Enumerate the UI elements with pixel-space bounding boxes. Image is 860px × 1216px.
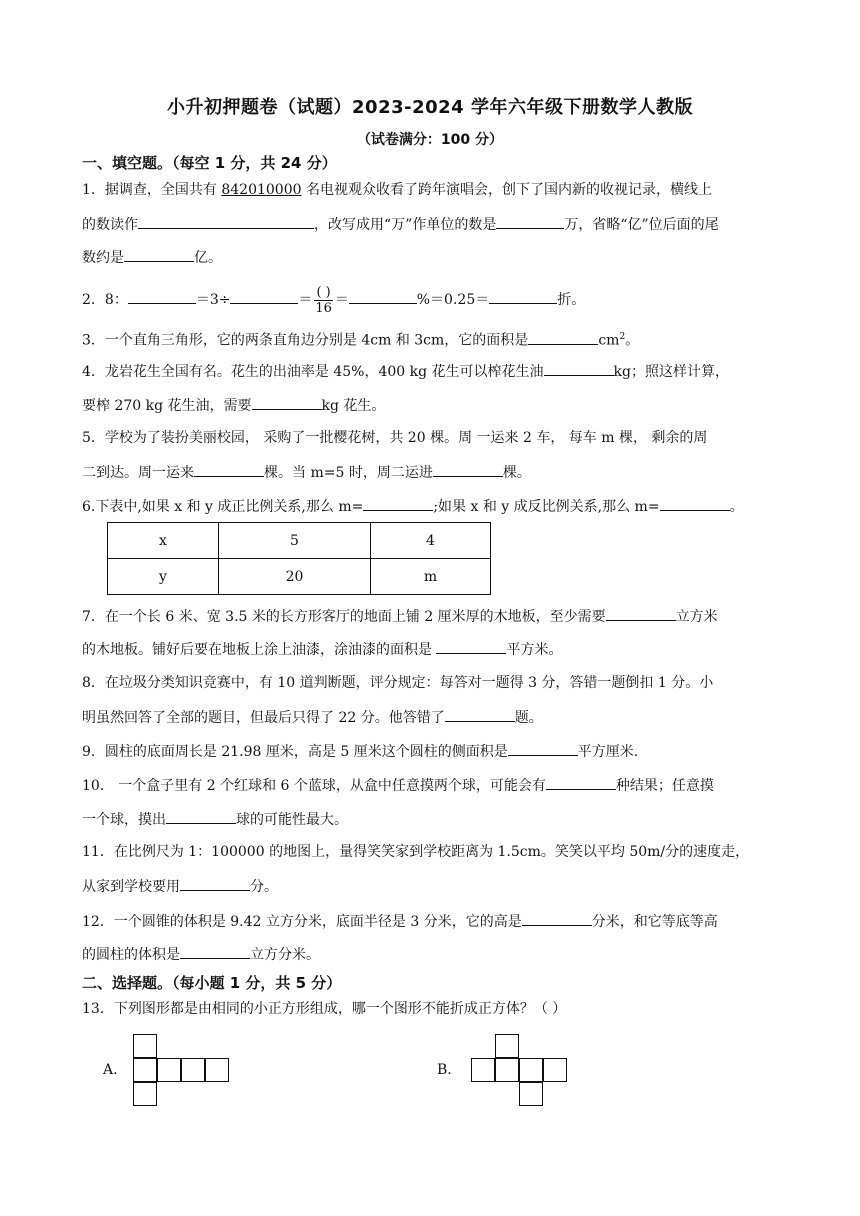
q2-text-f: 折。 bbox=[557, 292, 586, 308]
question-11-line-1 bbox=[82, 842, 782, 862]
answer-blank[interactable] bbox=[124, 246, 194, 262]
section-heading-fill-in: 一、填空题。（每空 1 分，共 24 分） bbox=[82, 154, 337, 172]
page-title: 小升初押题卷（试题）2023-2024 学年六年级下册数学人教版 bbox=[167, 97, 693, 118]
answer-blank[interactable] bbox=[180, 943, 250, 959]
net-square bbox=[181, 1058, 205, 1082]
q1-text-a: 1．据调查，全国共有 bbox=[82, 182, 222, 198]
q2-text-b: ＝3÷ bbox=[195, 292, 231, 308]
q4-text-b: kg；照这样计算， bbox=[613, 364, 729, 380]
page-subtitle: （试卷满分：100 分） bbox=[356, 132, 504, 148]
question-3 bbox=[82, 327, 782, 351]
q12-text-c: 的圆柱的体积是 bbox=[82, 947, 180, 963]
q10-text-d: 球的可能性最大。 bbox=[236, 812, 348, 828]
answer-blank[interactable] bbox=[128, 288, 196, 304]
answer-blank[interactable] bbox=[445, 706, 515, 722]
q5-text-d: 棵。 bbox=[502, 465, 531, 481]
fraction bbox=[314, 285, 332, 316]
q1-text-f: 数约是 bbox=[82, 250, 124, 266]
q5-text-c: 棵。当 m=5 时，周二运进 bbox=[264, 465, 433, 481]
q3-unit: cm bbox=[598, 332, 620, 349]
q1-text-c: 的数读作 bbox=[82, 217, 138, 233]
q7-text-c: 的木地板。铺好后要在地板上涂上油漆，涂油漆的面积是 bbox=[82, 642, 437, 658]
q4-text-a: 4．龙岩花生全国有名。花生的出油率是 45%，400 kg 花生可以榨花生油 bbox=[82, 364, 544, 380]
q4-text-d: kg 花生。 bbox=[321, 398, 386, 414]
net-square bbox=[133, 1058, 157, 1082]
question-1-line-2 bbox=[82, 213, 782, 235]
answer-blank[interactable] bbox=[489, 288, 557, 304]
answer-blank[interactable] bbox=[349, 288, 417, 304]
xy-table bbox=[107, 522, 491, 595]
answer-blank[interactable] bbox=[166, 808, 236, 824]
question-8-line-2 bbox=[82, 706, 782, 728]
answer-blank[interactable] bbox=[528, 329, 598, 345]
q1-text-d: ，改写成用“万”作单位的数是 bbox=[314, 217, 497, 233]
question-11-line-2 bbox=[82, 875, 782, 897]
answer-blank[interactable] bbox=[194, 461, 264, 477]
question-10-line-1 bbox=[82, 774, 782, 796]
q7-text-a: 7．在一个长 6 米、宽 3.5 米的长方形客厅的地面上铺 2 厘米厚的木地板，至少需要 bbox=[82, 609, 606, 625]
q8-text-b: 明虽然回答了全部的题目，但最后只得了 22 分。他答错了 bbox=[82, 710, 445, 726]
q11-text-c: 分。 bbox=[250, 879, 278, 895]
q8-text-c: 题。 bbox=[514, 710, 543, 726]
question-1-line-3 bbox=[82, 246, 782, 268]
answer-blank[interactable] bbox=[433, 461, 503, 477]
q10-text-a: 10． 一个盒子里有 2 个红球和 6 个蓝球，从盒中任意摸两个球，可能会有 bbox=[82, 778, 546, 794]
q1-number: 842010000 bbox=[221, 182, 302, 198]
q12-text-a: 12．一个圆锥的体积是 9.42 立方分米，底面半径是 3 分米，它的高是 bbox=[82, 914, 522, 930]
table-cell: 20 bbox=[219, 559, 371, 595]
fraction-numerator-blank[interactable]: ( ) bbox=[316, 284, 331, 300]
q12-text-b: 分米，和它等底等高 bbox=[591, 914, 718, 930]
question-4-line-1 bbox=[82, 360, 782, 382]
net-square bbox=[519, 1082, 543, 1106]
net-square bbox=[133, 1034, 157, 1058]
question-13: 13．下列图形都是由相同的小正方形组成，哪一个图形不能折成正方体？（ ） bbox=[82, 1001, 567, 1017]
question-5-line-2 bbox=[82, 461, 782, 483]
q11-text-a: 11．在比例尺为 1：100000 的地图上，量得笑笑家到学校距离为 1.5cm。笑笑以平均 50m/分的速度走， bbox=[82, 844, 750, 860]
table-cell: y bbox=[108, 559, 219, 595]
table-cell: 5 bbox=[219, 523, 371, 559]
q2-text-a: 2．8： bbox=[82, 292, 128, 308]
option-a-label[interactable]: A. bbox=[103, 1062, 118, 1078]
table-row bbox=[108, 523, 491, 559]
question-8-line-1 bbox=[82, 673, 782, 693]
q10-text-c: 一个球，摸出 bbox=[82, 812, 166, 828]
net-square bbox=[133, 1082, 157, 1106]
question-12-line-1 bbox=[82, 910, 782, 932]
q9-text-a: 9．圆柱的底面周长是 21.98 厘米，高是 5 厘米这个圆柱的侧面积是 bbox=[82, 744, 508, 760]
q3-unit-exponent: 2 bbox=[619, 332, 626, 342]
answer-blank[interactable] bbox=[544, 360, 614, 376]
net-square bbox=[471, 1058, 495, 1082]
q2-text-c: ＝ bbox=[298, 292, 313, 308]
q1-text-g: 亿。 bbox=[194, 250, 222, 266]
question-7-line-2 bbox=[82, 638, 782, 660]
question-2 bbox=[82, 283, 782, 317]
fraction-denominator: 16 bbox=[315, 300, 332, 316]
q6-text-a: 6.下表中,如果 x 和 y 成正比例关系,那么 m= bbox=[82, 499, 364, 515]
answer-blank[interactable] bbox=[546, 774, 616, 790]
question-6 bbox=[82, 495, 782, 517]
q10-text-b: 种结果；任意摸 bbox=[615, 778, 714, 794]
question-5-line-1 bbox=[82, 428, 782, 448]
net-square bbox=[205, 1058, 229, 1082]
q8-text-a: 8．在垃圾分类知识竞赛中，有 10 道判断题，评分规定：每答对一题得 3 分，答错一题倒扣 1 分。小 bbox=[82, 675, 714, 691]
table-row bbox=[108, 559, 491, 595]
q4-text-c: 要榨 270 kg 花生油，需要 bbox=[82, 398, 252, 414]
question-1-line-1 bbox=[82, 180, 782, 200]
q1-text-e: 万，省略“亿”位后面的尾 bbox=[564, 217, 719, 233]
q7-text-d: 平方米。 bbox=[506, 642, 563, 658]
net-square bbox=[495, 1058, 519, 1082]
q9-text-b: 平方厘米. bbox=[577, 744, 639, 760]
question-4-line-2 bbox=[82, 394, 782, 416]
answer-blank[interactable] bbox=[180, 875, 250, 891]
q2-text-e: %＝0.25＝ bbox=[416, 292, 490, 308]
answer-blank[interactable] bbox=[230, 288, 298, 304]
question-7-line-1 bbox=[82, 605, 782, 627]
q12-text-d: 立方分米。 bbox=[250, 947, 320, 963]
net-square bbox=[157, 1058, 181, 1082]
q3-text-c: 。 bbox=[625, 332, 640, 349]
net-square bbox=[519, 1058, 543, 1082]
answer-blank[interactable] bbox=[522, 910, 592, 926]
answer-blank[interactable] bbox=[660, 495, 730, 511]
answer-blank[interactable] bbox=[138, 213, 314, 229]
answer-blank[interactable] bbox=[606, 605, 676, 621]
answer-blank[interactable] bbox=[252, 394, 322, 410]
section-heading-multiple-choice: 二、选择题。（每小题 1 分，共 5 分） bbox=[82, 974, 342, 992]
question-12-line-2 bbox=[82, 943, 782, 965]
q5-text-a: 5．学校为了装扮美丽校园， 采购了一批樱花树，共 20 棵。周 一运来 2 车， 每车 m 棵， 剩余的周 bbox=[82, 430, 708, 446]
q2-text-d: ＝ bbox=[334, 292, 349, 308]
q6-text-b: ;如果 x 和 y 成反比例关系,那么 m= bbox=[433, 499, 660, 515]
q7-text-b: 立方米 bbox=[675, 609, 718, 625]
q5-text-b: 二到达。周一运来 bbox=[82, 465, 194, 481]
q3-text-a: 3．一个直角三角形，它的两条直角边分别是 4cm 和 3cm，它的面积是 bbox=[82, 332, 529, 349]
answer-blank[interactable] bbox=[436, 638, 506, 654]
q11-text-b: 从家到学校要用 bbox=[82, 879, 180, 895]
table-cell: 4 bbox=[371, 523, 491, 559]
q1-text-b: 名电视观众收看了跨年演唱会，创下了国内新的收视记录，横线上 bbox=[301, 182, 712, 198]
net-square bbox=[543, 1058, 567, 1082]
answer-blank[interactable] bbox=[363, 495, 433, 511]
table-cell: x bbox=[108, 523, 219, 559]
option-b-label[interactable]: B. bbox=[437, 1062, 452, 1078]
question-9 bbox=[82, 740, 782, 762]
q6-text-c: 。 bbox=[729, 499, 744, 515]
answer-blank[interactable] bbox=[508, 740, 578, 756]
table-cell: m bbox=[371, 559, 491, 595]
question-10-line-2 bbox=[82, 808, 782, 830]
net-square bbox=[495, 1034, 519, 1058]
answer-blank[interactable] bbox=[496, 213, 564, 229]
